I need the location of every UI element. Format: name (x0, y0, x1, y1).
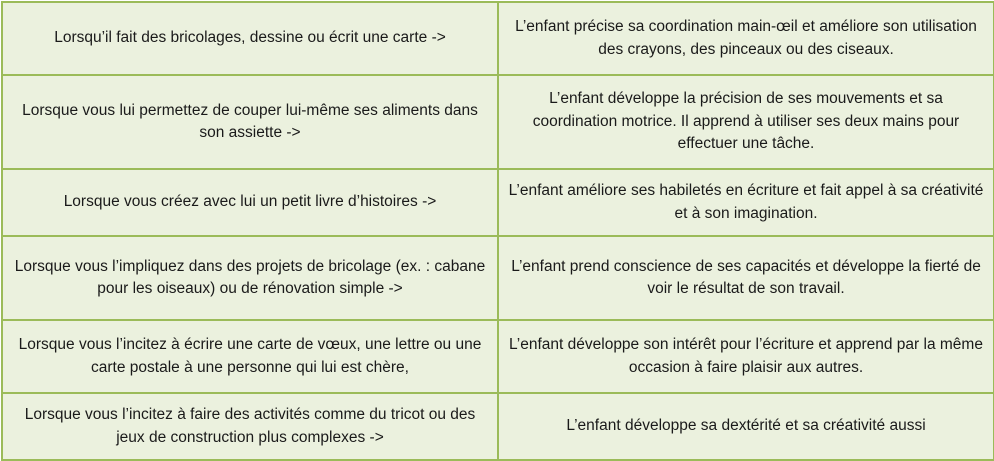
table-row (2, 236, 994, 320)
table-row (2, 169, 994, 236)
table-row (2, 320, 994, 393)
table-row (2, 2, 994, 75)
table-row (2, 75, 994, 169)
benefit-cell: L’enfant prend conscience de ses capacités et développe la fierté de voir le résultat de son travail. (498, 236, 994, 320)
situation-cell: Lorsqu’il fait des bricolages, dessine ou écrit une carte -> (2, 2, 498, 75)
situation-cell: Lorsque vous créez avec lui un petit livre d’histoires -> (2, 169, 498, 236)
table-row (2, 393, 994, 460)
benefit-cell: L’enfant développe la précision de ses mouvements et sa coordination motrice. Il apprend à utiliser ses deux mains pour effectuer une tâche. (498, 75, 994, 169)
situation-cell: Lorsque vous l’incitez à faire des activités comme du tricot ou des jeux de construction plus complexes -> (2, 393, 498, 460)
situation-cell: Lorsque vous l’incitez à écrire une carte de vœux, une lettre ou une carte postale à une personne qui lui est chère, (2, 320, 498, 393)
situation-cell: Lorsque vous l’impliquez dans des projets de bricolage (ex. : cabane pour les oiseaux) ou de rénovation simple -> (2, 236, 498, 320)
benefit-cell: L’enfant précise sa coordination main-œil et améliore son utilisation des crayons, des pinceaux ou des ciseaux. (498, 2, 994, 75)
activity-benefits-table-container (1, 1, 993, 461)
benefit-cell: L’enfant développe son intérêt pour l’écriture et apprend par la même occasion à faire plaisir aux autres. (498, 320, 994, 393)
activity-benefits-table (1, 1, 994, 461)
benefit-cell: L’enfant développe sa dextérité et sa créativité aussi (498, 393, 994, 460)
situation-cell: Lorsque vous lui permettez de couper lui-même ses aliments dans son assiette -> (2, 75, 498, 169)
benefit-cell: L’enfant améliore ses habiletés en écriture et fait appel à sa créativité et à son imagination. (498, 169, 994, 236)
